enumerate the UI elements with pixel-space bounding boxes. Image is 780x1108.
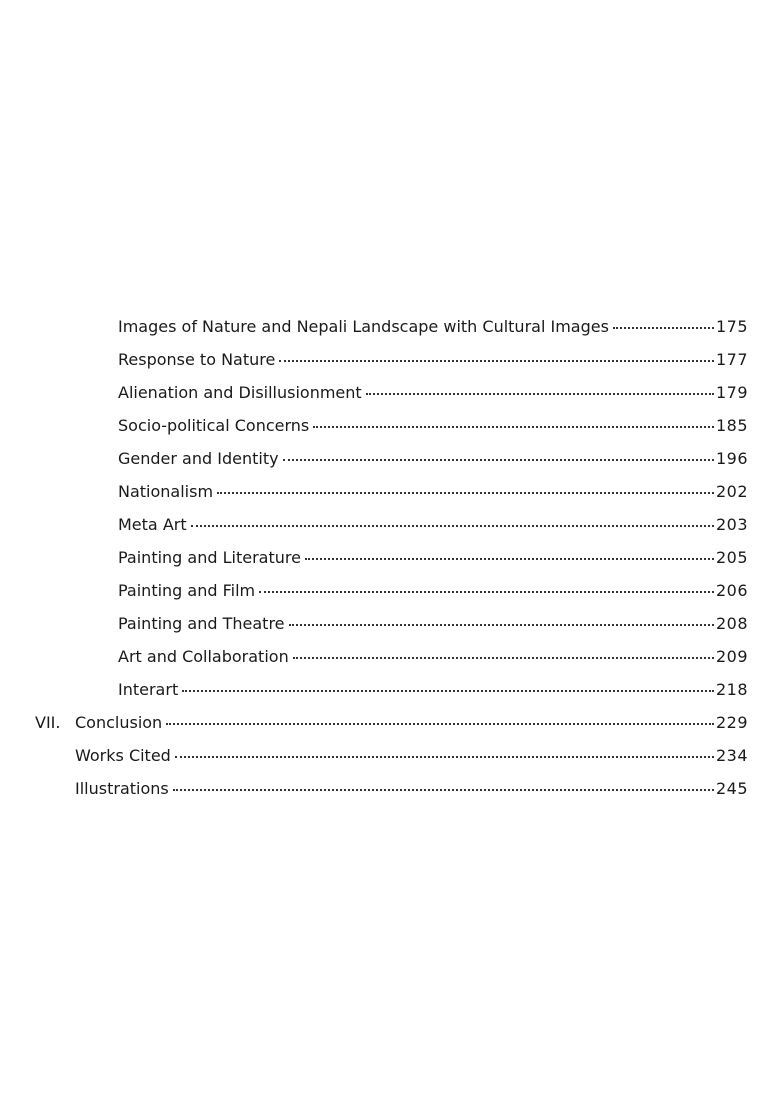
toc-entry (118, 578, 748, 604)
dot-leader (305, 546, 714, 560)
dot-leader (293, 645, 714, 659)
toc-entry-title: Meta Art (118, 515, 187, 534)
toc-entry-title: Alienation and Disillusionment (118, 383, 362, 402)
dot-leader (191, 513, 714, 527)
toc-entry-page: 185 (715, 416, 748, 435)
toc-entry-title: Images of Nature and Nepali Landscape with Cultural Images (118, 317, 609, 336)
dot-leader (366, 381, 714, 395)
toc-entry-page: 209 (715, 647, 748, 666)
toc-entry (75, 743, 748, 769)
toc-entry-title: Painting and Film (118, 581, 256, 600)
toc-entry-title: Art and Collaboration (118, 647, 289, 666)
toc-entry-page: 208 (715, 614, 748, 633)
toc-entry (118, 545, 748, 571)
dot-leader (217, 480, 714, 494)
toc-entry-title: Socio-political Concerns (118, 416, 310, 435)
toc-entry-title: Painting and Theatre (118, 614, 285, 633)
dot-leader (313, 414, 714, 428)
toc-entry (118, 413, 748, 439)
chapter-number: VII. (35, 713, 61, 732)
toc-entry-title: Response to Nature (118, 350, 276, 369)
toc-entry-page: 229 (715, 713, 748, 732)
dot-leader (613, 315, 714, 329)
dot-leader (279, 348, 714, 362)
toc-entry-page: 245 (715, 779, 748, 798)
toc-entry-title: Painting and Literature (118, 548, 301, 567)
dot-leader (173, 777, 714, 791)
toc-entry-title: Works Cited (75, 746, 171, 765)
dot-leader (166, 711, 714, 725)
toc-entry (118, 347, 748, 373)
toc-entry-title: Nationalism (118, 482, 214, 501)
toc-entry-page: 202 (715, 482, 748, 501)
toc-entry-title: Gender and Identity (118, 449, 279, 468)
toc-entry (118, 611, 748, 637)
toc-entry (118, 677, 748, 703)
toc-entry-title: Interart (118, 680, 179, 699)
dot-leader (259, 579, 714, 593)
toc-entry-title: Conclusion (75, 713, 163, 732)
toc-entry (75, 710, 748, 736)
toc-entry (118, 314, 748, 340)
dot-leader (283, 447, 714, 461)
toc-entry (118, 644, 748, 670)
toc-entry (118, 512, 748, 538)
toc-entry-page: 218 (715, 680, 748, 699)
dot-leader (182, 678, 714, 692)
toc-entry-page: 177 (715, 350, 748, 369)
toc-entry-page: 205 (715, 548, 748, 567)
toc-entry (118, 446, 748, 472)
dot-leader (175, 744, 714, 758)
toc-entry (118, 380, 748, 406)
toc-entry-page: 206 (715, 581, 748, 600)
dot-leader (289, 612, 714, 626)
toc-entry-page: 196 (715, 449, 748, 468)
toc-entry (75, 776, 748, 802)
toc-entry-page: 203 (715, 515, 748, 534)
toc-entry-title: Illustrations (75, 779, 169, 798)
toc-entry-page: 175 (715, 317, 748, 336)
toc-entry-page: 234 (715, 746, 748, 765)
toc-entry-page: 179 (715, 383, 748, 402)
toc-entry (118, 479, 748, 505)
